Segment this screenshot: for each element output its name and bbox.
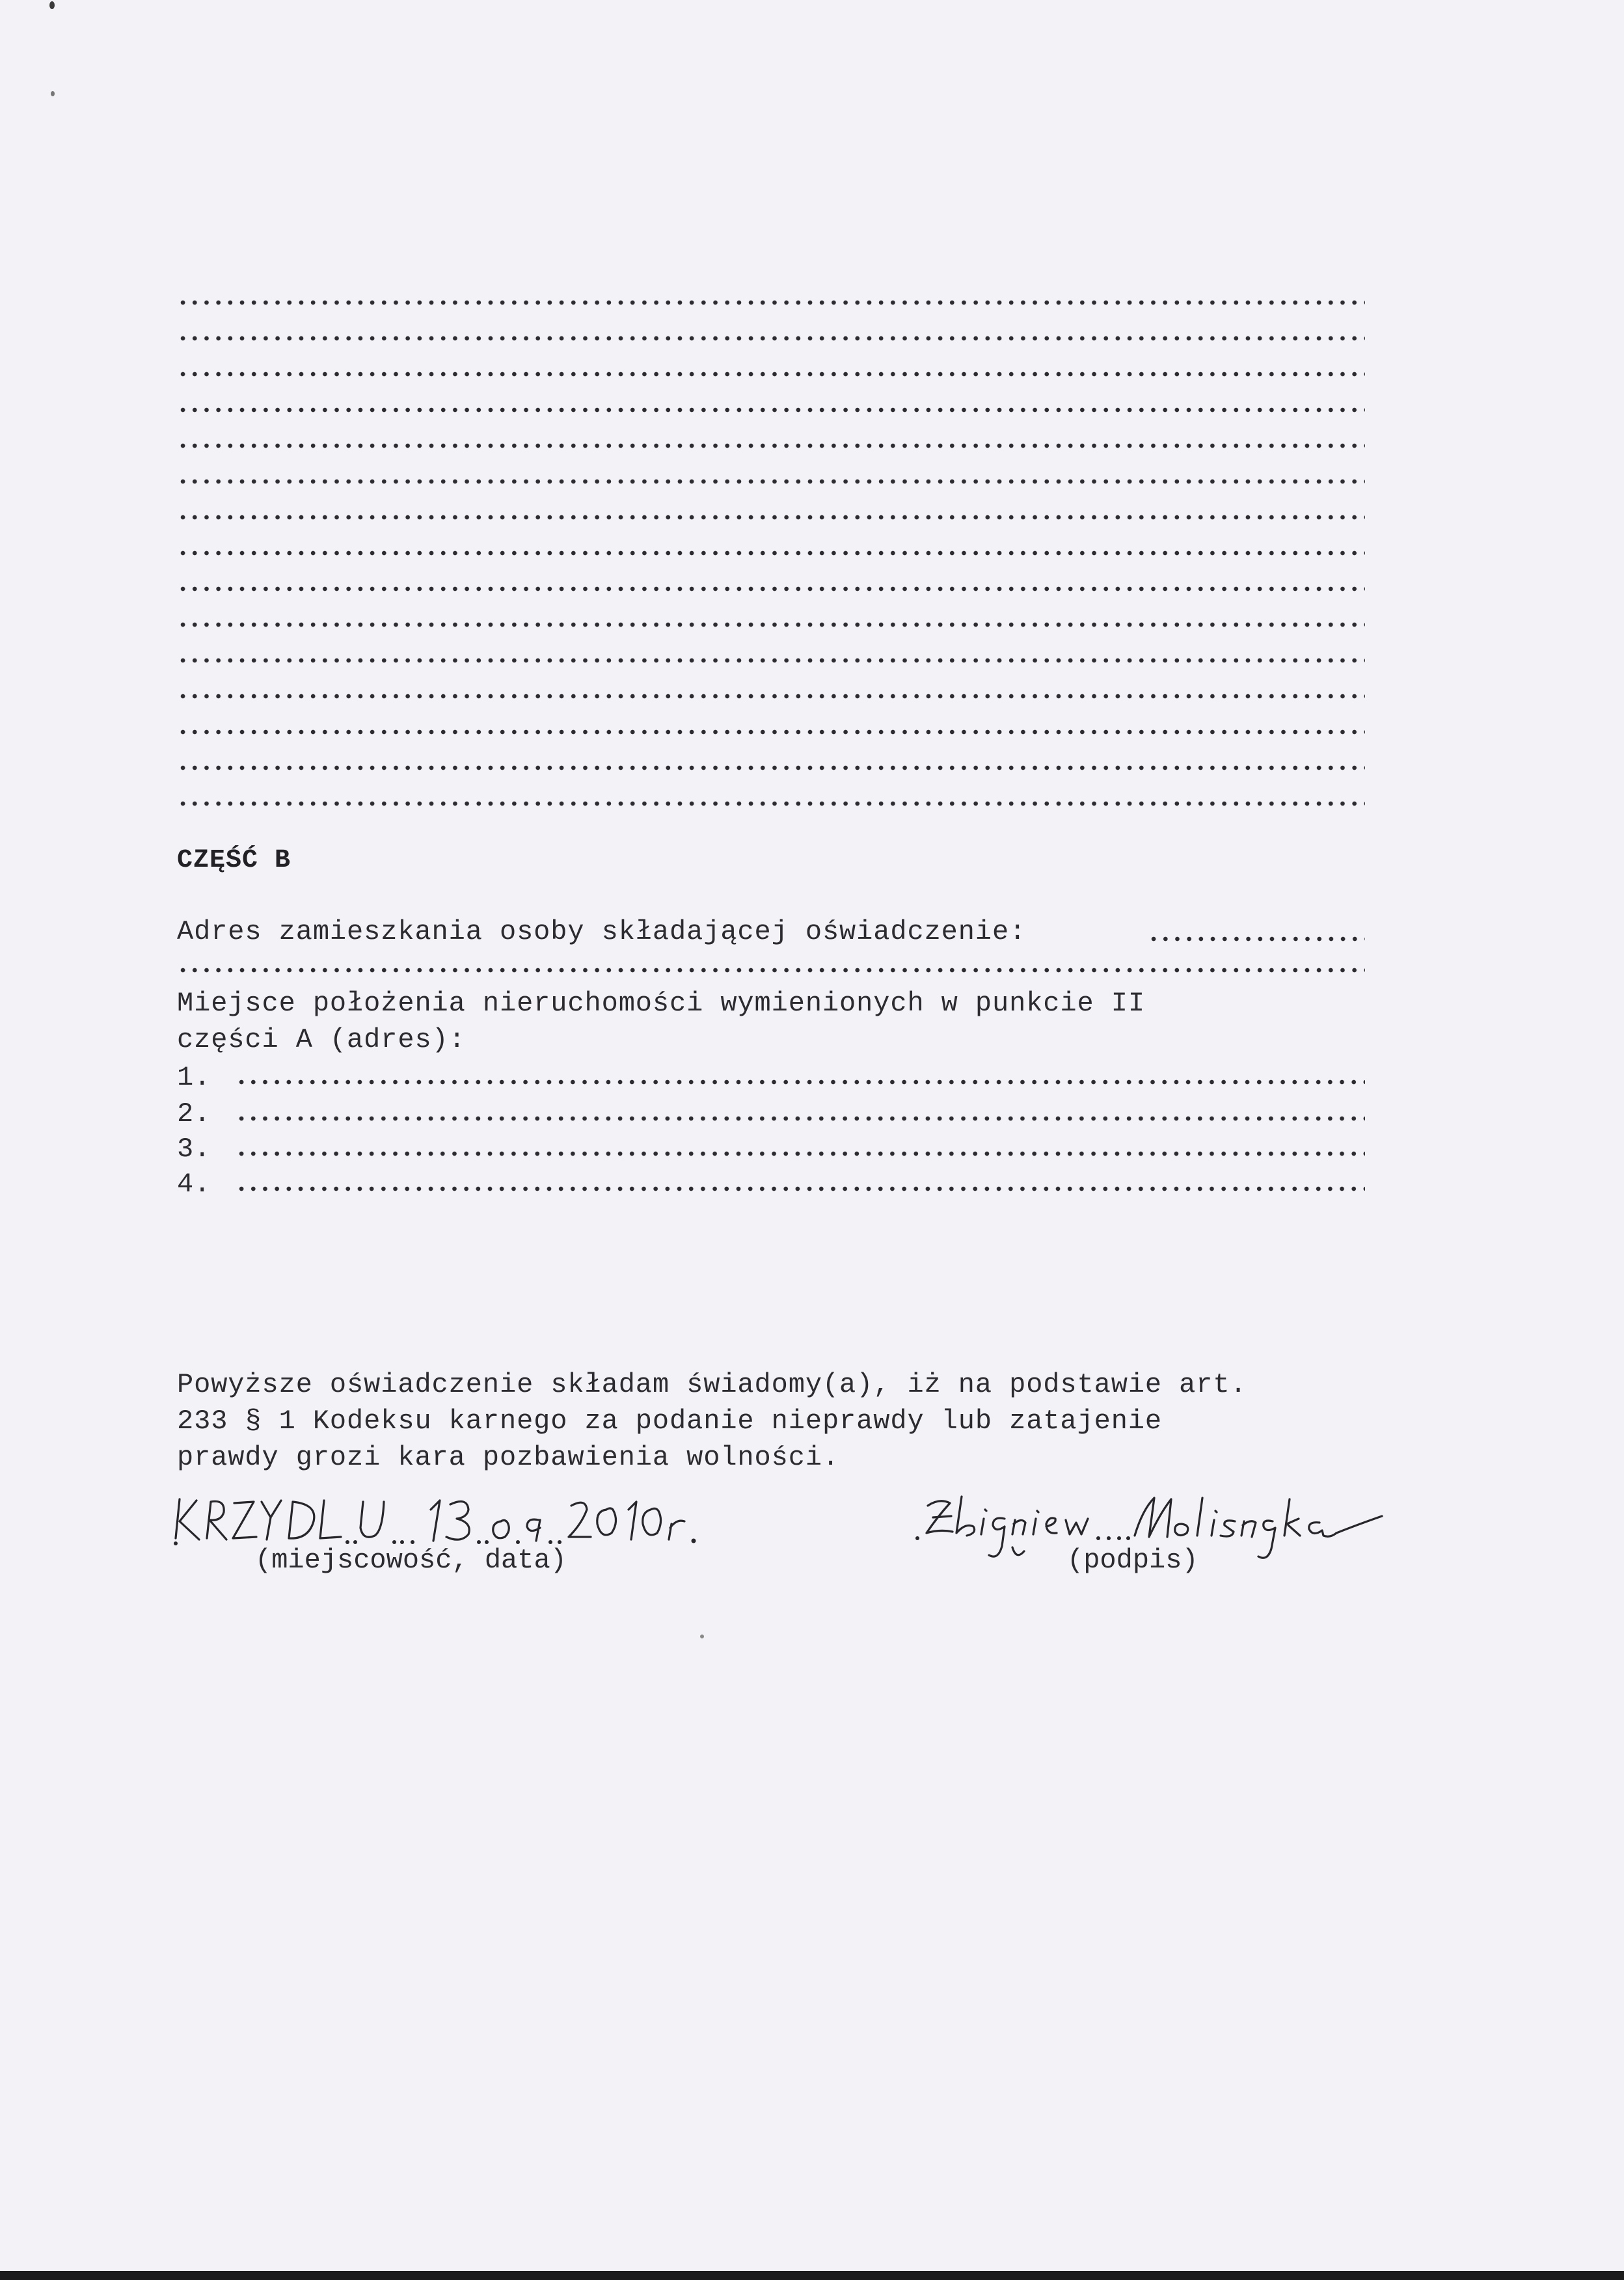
dotted-line — [177, 478, 1365, 485]
declaration-line-2: 233 § 1 Kodeksu karnego za podanie nieprawdy lub zatajenie — [177, 1405, 1163, 1437]
address-label: Adres zamieszkania osoby składającej oświadczenie: — [177, 916, 1027, 947]
property-item-number: 1. — [177, 1062, 211, 1093]
scan-border — [0, 2271, 1624, 2280]
signature-caption: (podpis) — [1067, 1545, 1198, 1576]
dotted-line — [177, 335, 1365, 342]
dotted-line — [177, 693, 1365, 699]
dotted-line — [177, 407, 1365, 413]
property-item-number: 4. — [177, 1169, 211, 1200]
dotted-line — [177, 729, 1365, 735]
declaration-line-3: prawdy grozi kara pozbawienia wolności. — [177, 1442, 840, 1473]
scan-speck — [49, 1, 55, 9]
dotted-line — [177, 586, 1365, 592]
place-date-caption: (miejscowość, data) — [255, 1545, 567, 1576]
property-item-number: 2. — [177, 1098, 211, 1130]
property-item-field — [236, 1079, 1365, 1085]
scan-speck — [51, 91, 55, 96]
declaration-line-1: Powyższe oświadczenie składam świadomy(a), iż na podstawie art. — [177, 1369, 1247, 1400]
address-field — [1148, 936, 1365, 942]
dotted-line — [177, 621, 1365, 628]
property-item-number: 3. — [177, 1133, 211, 1165]
scan-speck — [700, 1635, 704, 1638]
dotted-line — [177, 550, 1365, 556]
dotted-line — [177, 299, 1365, 306]
property-item-field — [236, 1115, 1365, 1122]
property-item-field — [236, 1186, 1365, 1192]
dotted-line — [177, 765, 1365, 771]
address-field-continued — [177, 967, 1365, 973]
property-label-line-2: części A (adres): — [177, 1024, 466, 1055]
property-item-field — [236, 1150, 1365, 1157]
dotted-line — [177, 657, 1365, 664]
dotted-line — [177, 442, 1365, 449]
dotted-line — [177, 800, 1365, 807]
section-heading: CZĘŚĆ B — [177, 846, 291, 875]
dotted-line — [177, 371, 1365, 377]
dotted-line — [177, 514, 1365, 521]
property-label-line-1: Miejsce położenia nieruchomości wymienionych w punkcie II — [177, 988, 1145, 1019]
